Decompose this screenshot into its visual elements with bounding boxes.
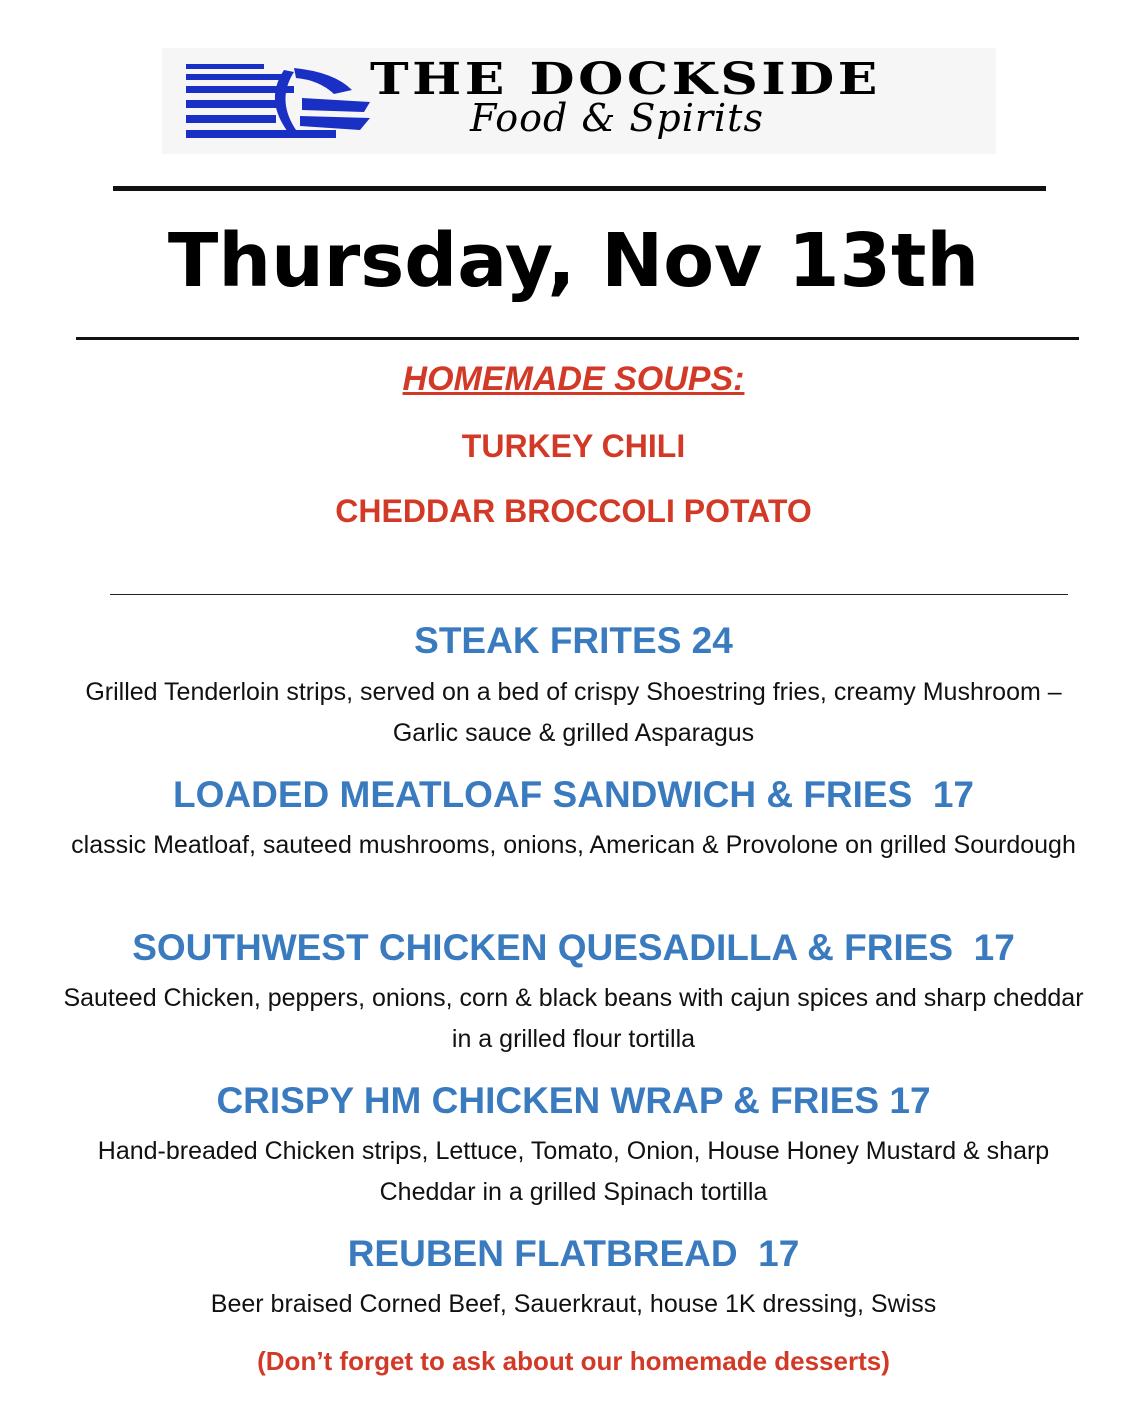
soups-heading: HOMEMADE SOUPS: [402, 360, 745, 398]
menu-item-desc: Beer braised Corned Beef, Sauerkraut, house 1K dressing, Swiss [210, 1290, 937, 1318]
menu-item-desc: Sauteed Chicken, peppers, onions, corn & black beans with cajun spices and sharp cheddar in a grilled flour tortilla [63, 984, 1084, 1053]
menu-item-title: STEAK FRITES 24 [414, 620, 733, 661]
logo [162, 48, 996, 154]
menu-item-desc: Hand-breaded Chicken strips, Lettuce, Tomato, Onion, House Honey Mustard & sharp Cheddar in a grilled Spinach tortilla [97, 1137, 1050, 1206]
boat-waves-logo-icon [184, 60, 374, 142]
divider-top [113, 186, 1046, 191]
divider-mid [76, 337, 1079, 340]
soup-item: CHEDDAR BROCCOLI POTATO [335, 493, 812, 529]
menu-item-title: LOADED MEATLOAF SANDWICH & FRIES 17 [173, 774, 974, 815]
soup-item: TURKEY CHILI [461, 428, 686, 464]
menu-item-title: CRISPY HM CHICKEN WRAP & FRIES 17 [216, 1080, 931, 1121]
page-title-date: Thursday, Nov 13th [167, 218, 980, 304]
menu-item-title: SOUTHWEST CHICKEN QUESADILLA & FRIES 17 [132, 927, 1015, 968]
menu-item-desc: Grilled Tenderloin strips, served on a bed of crispy Shoestring fries, creamy Mushroom – Garlic sauce & grilled Asparagus [85, 678, 1062, 747]
menu-item-desc: classic Meatloaf, sauteed mushrooms, onions, American & Provolone on grilled Sourdough [71, 831, 1076, 859]
divider-thin [110, 594, 1068, 595]
menu-item-title: REUBEN FLATBREAD 17 [347, 1233, 800, 1274]
logo-title: THE DOCKSIDE [370, 54, 881, 105]
footer-note: (Don’t forget to ask about our homemade desserts) [257, 1346, 890, 1376]
logo-subtitle: Food & Spirits [470, 96, 764, 140]
